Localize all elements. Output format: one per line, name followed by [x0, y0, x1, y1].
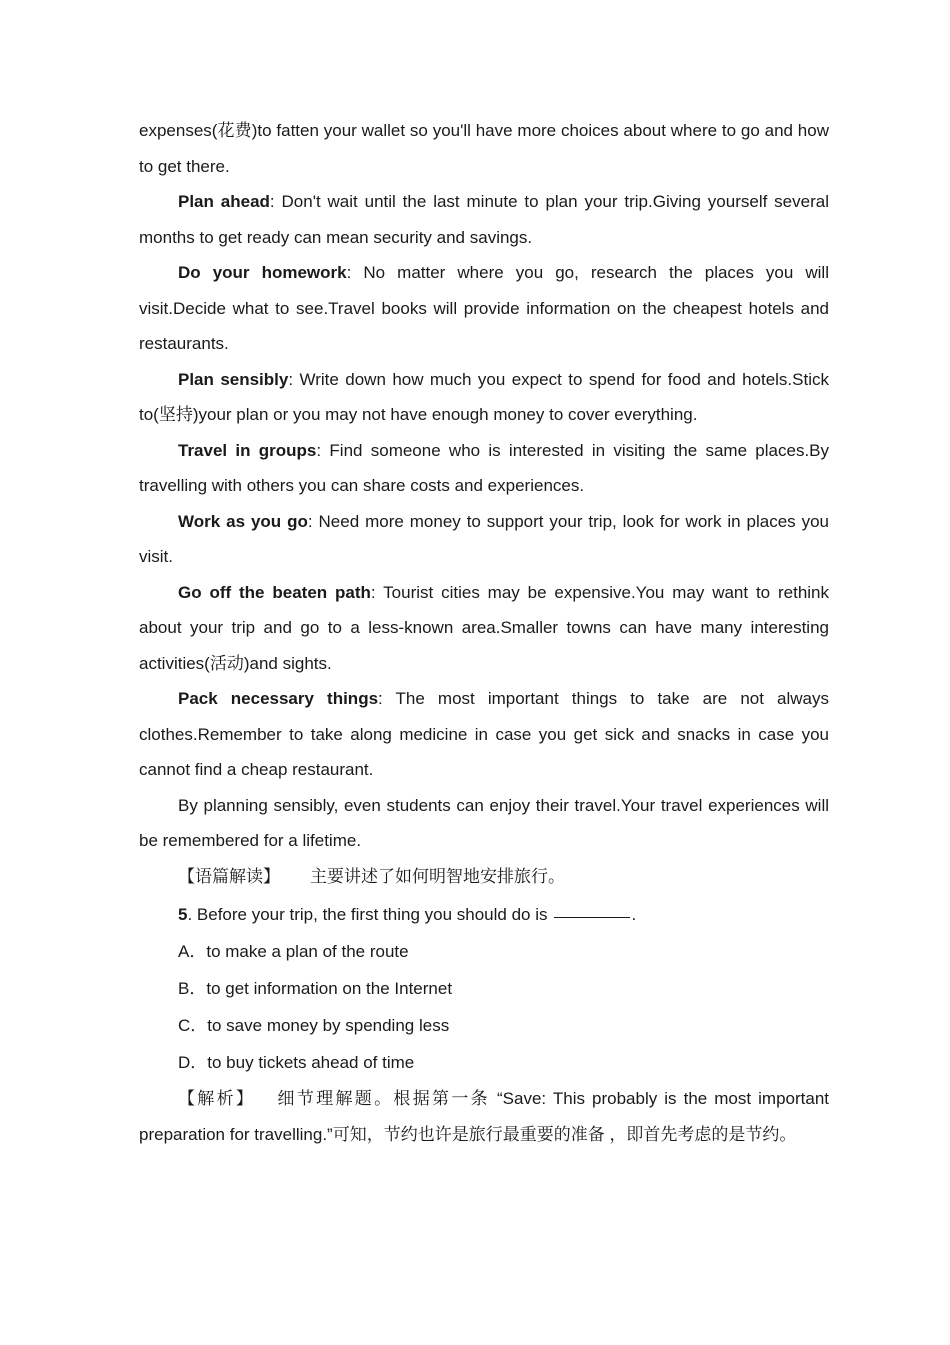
tip-paragraph: Work as you go: Need more money to support your trip, look for work in places you visit.: [139, 511, 829, 566]
tip-text: Find someone who is interested in visiting the same places.By travelling with others you can share costs and experiences.: [139, 440, 829, 495]
option-d: D．to buy tickets ahead of time: [178, 1052, 415, 1072]
reading-note: [139, 859, 829, 896]
tip-paragraph: Travel in groups: Find someone who is interested in visiting the same places.By travelling with others you can share costs and experiences.: [139, 440, 829, 495]
tip-title: Plan sensibly: [178, 369, 289, 389]
tip-paragraph: Pack necessary things: The most important things to take are not always clothes.Remember to take along medicine in case you get sick and snacks in case you cannot find a cheap restaurant.: [139, 689, 829, 779]
question-stem: 5. Before your trip, the first thing you should do is .: [178, 905, 637, 924]
question-text: . Before your trip, the first thing you should do is: [187, 905, 548, 924]
passage: [139, 113, 829, 1153]
tip-text: Don't wait until the last minute to plan your trip.Giving yourself several months to get ready can mean security and savings.: [139, 192, 829, 247]
tip-paragraph: Do your homework: No matter where you go, research the places you will visit.Decide what to see.Travel books will provide information on the cheapest hotels and restaurants.: [139, 263, 829, 353]
question-number: 5: [178, 905, 188, 924]
tip-text: The most important things to take are not always clothes.Remember to take along medicine in case you get sick and snacks in case you cannot find a cheap restaurant.: [139, 689, 829, 779]
option-c: C．to save money by spending less: [178, 1015, 450, 1035]
option-b: B．to get information on the Internet: [178, 978, 453, 998]
tip-title: Go off the beaten path: [178, 582, 371, 602]
analysis-tag: 【解析】: [178, 1088, 256, 1109]
tip-text: Write down how much you expect to spend for food and hotels.Stick to(坚持)your plan or you may not have enough money to cover everything.: [139, 369, 829, 424]
analysis-text: 细节理解题。根据第一条 “Save: This probably is the most important preparation for travelling.”可知，节约也许是旅行最重要的准备 ，即首先考虑的是节约。: [139, 1088, 829, 1144]
tip-title: Work as you go: [178, 511, 308, 531]
tip-title: Travel in groups: [178, 440, 317, 460]
option-a: A．to make a plan of the route: [178, 941, 409, 961]
answer-blank: [554, 916, 630, 918]
tip-title: Plan ahead: [178, 192, 270, 211]
conclusion-paragraph: By planning sensibly, even students can enjoy their travel.Your travel experiences will be remembered for a lifetime.: [139, 795, 829, 850]
reading-note-tag: 【语篇解读】: [178, 866, 280, 887]
tip-title: Pack necessary things: [178, 689, 379, 708]
tip-text: No matter where you go, research the places you will visit.Decide what to see.Travel books will provide information on the cheapest hotels and restaurants.: [139, 263, 829, 353]
tip-paragraph: Plan ahead: Don't wait until the last minute to plan your trip.Giving yourself several months to get ready can mean security and savings.: [139, 192, 829, 247]
reading-note-text: 主要讲述了如何明智地安排旅行。: [310, 866, 565, 887]
intro-paragraph: expenses(花费)to fatten your wallet so you'll have more choices about where to go and how to get there.: [139, 121, 829, 176]
tip-text: Need more money to support your trip, look for work in places you visit.: [139, 511, 829, 566]
analysis: [139, 1081, 829, 1153]
tip-text: Tourist cities may be expensive.You may want to rethink about your trip and go to a less-known area.Smaller towns can have many interesting activities(活动)and sights.: [139, 582, 830, 673]
tip-paragraph: Go off the beaten path: Tourist cities may be expensive.You may want to rethink about your trip and go to a less-known area.Smaller towns can have many interesting activities(活动)and sights.: [139, 582, 830, 673]
tip-paragraph: Plan sensibly: Write down how much you expect to spend for food and hotels.Stick to(坚持)your plan or you may not have enough money to cover everything.: [139, 369, 829, 424]
tip-title: Do your homework: [178, 263, 347, 282]
